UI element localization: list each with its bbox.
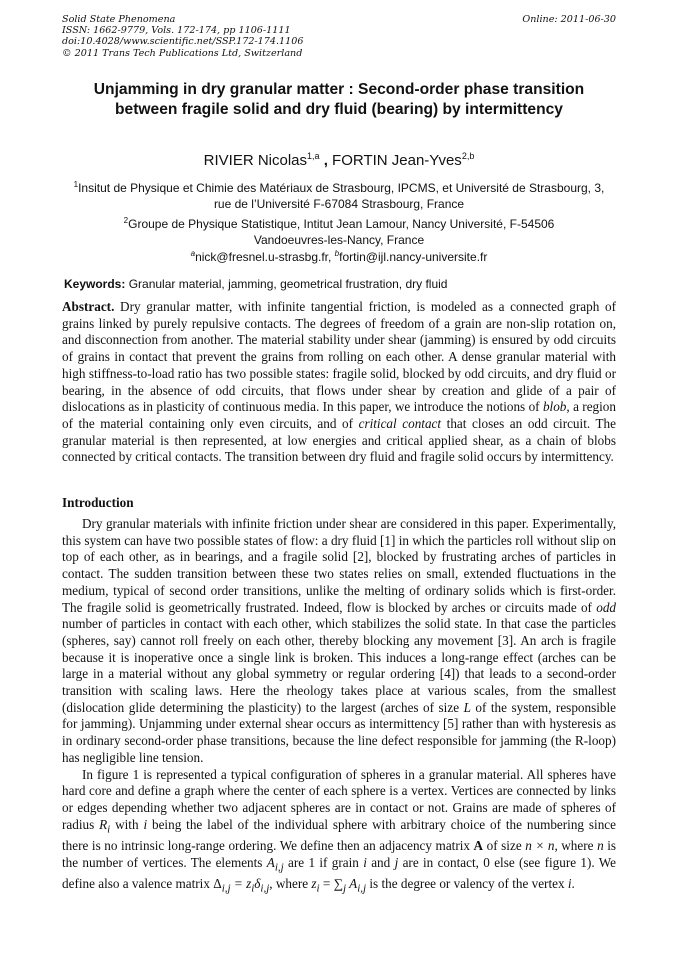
intro-symbol-i-1: i [143,816,148,832]
intro-p1-text-c: of the system, responsible for jamming). Unjamming under external shear occurs as intermittency [5] rather than with hysteresis as in ordinary second-order phase transitions, because the line defect responsible for jamming (the R-loop) has negligible line tension. [62,699,617,765]
abstract-text-3: that closes an odd circuit. The granular material is then represented, at low energies and critical applied shear, as a chain of blobs connected by critical contacts. The transition between dry fluid and fragile solid occurs by intermittency. [62,415,616,465]
affiliation-2-number: 2 [123,215,129,225]
abstract-term-critical-contact: critical contact [358,415,442,431]
affiliation-2-line-2: Vandoeuvres-les-Nancy, France [253,232,425,247]
intro-p2-text-f: is the number of vertices. The elements [62,838,617,870]
copyright-line: © 2011 Trans Tech Publications Ltd, Switzerland [62,47,303,59]
title-line-1: Unjamming in dry granular matter : Second-order phase transition [93,81,585,98]
keywords-label: Keywords: [64,277,126,291]
email-a[interactable]: nick@fresnel.u-strasbg.fr [195,250,328,264]
abstract-term-blob: blob [542,399,567,415]
intro-p2-text-g: are 1 if grain [283,854,364,870]
title-line-2: between fragile solid and dry fluid (bearing) by intermittency [115,101,563,118]
intro-symbol-i-3: i [567,876,572,892]
issn-line: ISSN: 1662-9779, Vols. 172-174, pp 1106-1111 [62,25,291,37]
abstract-label: Abstract. [62,299,115,314]
intro-p2-text-b: with [110,816,144,832]
intro-eq-sum-sub: j [343,882,347,895]
intro-symbol-nxn: n × n [525,838,555,853]
doi-line: doi:10.4028/www.scientific.net/SSP.172-174.1106 [62,36,304,48]
intro-p2-text-d: of size [483,838,526,853]
intro-symbol-R-sub: i [107,823,111,836]
intro-symbol-L: L [463,699,471,715]
intro-eq-kronecker: δ [254,876,261,892]
intro-symbol-delta: Δ [213,876,222,892]
journal-header [62,14,616,59]
intro-term-odd: odd [596,599,616,615]
intro-p1-text-b: number of particles in contact with each other, which stabilizes the solid state. In that case the particles (spheres, say) cannot roll freely on each other, thereby blocking any movement [3]. An arch is fragile because it is inoperative once a single link is broken. This induces a long-range effect (arches can be large in a material without any global symmetry or regular ordering [4]) that leads to a second-order transition with scaling laws. Here the rheology takes place at various scales, from the smallest (dislocation glide determining the plasticity) to the largest (arches of size [62,616,616,715]
intro-eq-sum-A: A [346,876,358,892]
affiliation-2-line-1: Groupe de Physique Statistique, Intitut Jean Lamour, Nancy Université, F-54506 [128,216,555,231]
intro-p2-text-h: and [366,854,395,870]
intro-symbol-zi-sub: i [316,882,320,895]
paper-title [62,80,616,120]
introduction-body [62,516,616,897]
email-b-marker: b [334,249,340,258]
keywords [64,276,616,292]
email-b[interactable]: fortin@ijl.nancy-universite.fr [339,250,488,264]
affiliation-1-line-2: rue de l’Université F-67084 Strasbourg, France [213,197,465,212]
intro-symbol-delta-sub: i,j [221,882,231,895]
intro-eq-sum-A-sub: i,j [357,882,367,895]
author-separator: , [319,152,333,169]
author-2-affil: 2,b [461,151,475,161]
intro-p2-text-j: , where [269,876,312,892]
author-2: FORTIN Jean-Yves [332,152,462,169]
affiliation-1 [62,177,616,213]
intro-symbol-Aij: A [266,854,275,870]
intro-symbol-Aij-sub: i,j [274,861,284,874]
author-1: RIVIER Nicolas [203,152,308,169]
intro-p2-text-e: , where [554,838,598,853]
intro-p2-text-k: is the degree or valency of the vertex [366,876,568,892]
section-heading-introduction: Introduction [62,495,134,510]
abstract-text-1: Dry granular matter, with infinite tangential friction, is modeled as a connected graph of grains linked by purely repulsive contacts. The degrees of freedom of a grain are non-slip rotation on, and disconnection from another. The material stability under shear (jamming) is ensured by odd circuits of grains in contact that prevent the grains from rolling on each other. A dense granular material with high stiffness-to-load ratio has two possible states: fragile solid, blocked by odd circuits, and dry fluid or bearing, in the absence of odd circuits, that flows under shear by creation and glide of a pair of dislocations as in plasticity of continuous media. In this paper, we introduce the notions of [62,299,616,415]
abstract-text-2: , a region of the material containing only even circuits, and of [62,399,616,431]
intro-symbol-i-2: i [363,854,367,870]
intro-symbol-A-matrix: A [473,838,484,853]
intro-p2-text-c: being the label of the individual sphere with arbitrary choice of the numbering since there is no intrinsic long-range ordering. We define then an adjacency matrix [62,816,616,853]
intro-symbol-n: n [597,838,604,853]
author-1-affil: 1,a [307,151,320,161]
intro-p2-text-i: are in contact, 0 else (see figure 1). We define also a valence matrix [62,854,617,892]
author-list [62,146,616,171]
journal-name: Solid State Phenomena [62,14,176,25]
intro-paragraph-1 [62,516,616,767]
intro-eq-sum: = ∑ [319,876,344,892]
intro-p1-text-a: Dry granular materials with infinite friction under shear are considered in this paper. Experimentally, this system can have two possible states of flow: a dry fluid [1] in which the particles roll without slip on top of each other, as in bearings, and a fragile solid [2], blocked by frustrating arches of particles in contact. The sudden transition between these two states relies on small, extended fluctuations in the medium, typical of second order transitions, unlike the melting of ordinary solids which is first-order. The fragile solid is geometrically frustrated. Indeed, flow is blocked by arches or circuits made of [62,516,616,615]
intro-p2-end: . [571,876,575,892]
affiliation-2 [62,213,616,249]
affiliation-1-line-1: Insitut de Physique et Chimie des Matériaux de Strasbourg, IPCMS, et Université de Strasbourg, 3, [78,181,605,195]
affiliations [62,177,616,248]
intro-paragraph-2 [62,767,616,898]
intro-eq-z-sub: i [251,882,255,895]
intro-p2-text-a: In figure 1 is represented a typical configuration of spheres in a granular material. All spheres have hard core and define a graph where the center of each sphere is a vertex. Vertices are connected by links or edges depending whether two adjacent spheres are in contact or not. Grains are made of spheres of radius [62,766,616,832]
abstract [62,299,616,466]
intro-symbol-j: j [394,854,399,870]
intro-symbol-R: R [99,816,108,832]
affiliation-1-number: 1 [73,180,79,189]
intro-symbol-zi: z [311,876,317,892]
intro-eq-z: = z [230,876,252,892]
email-a-marker: a [190,249,196,258]
online-date: Online: 2011-06-30 [522,14,616,25]
intro-eq-kronecker-sub: i,j [260,882,270,895]
keywords-text: Granular material, jamming, geometrical frustration, dry fluid [125,277,448,291]
email-line: $^a$nick@fresnel.u-strasbg.fr, $^b$fortin@ijl.nancy-universite.fr [190,249,488,264]
abstract-paragraph [62,299,616,466]
